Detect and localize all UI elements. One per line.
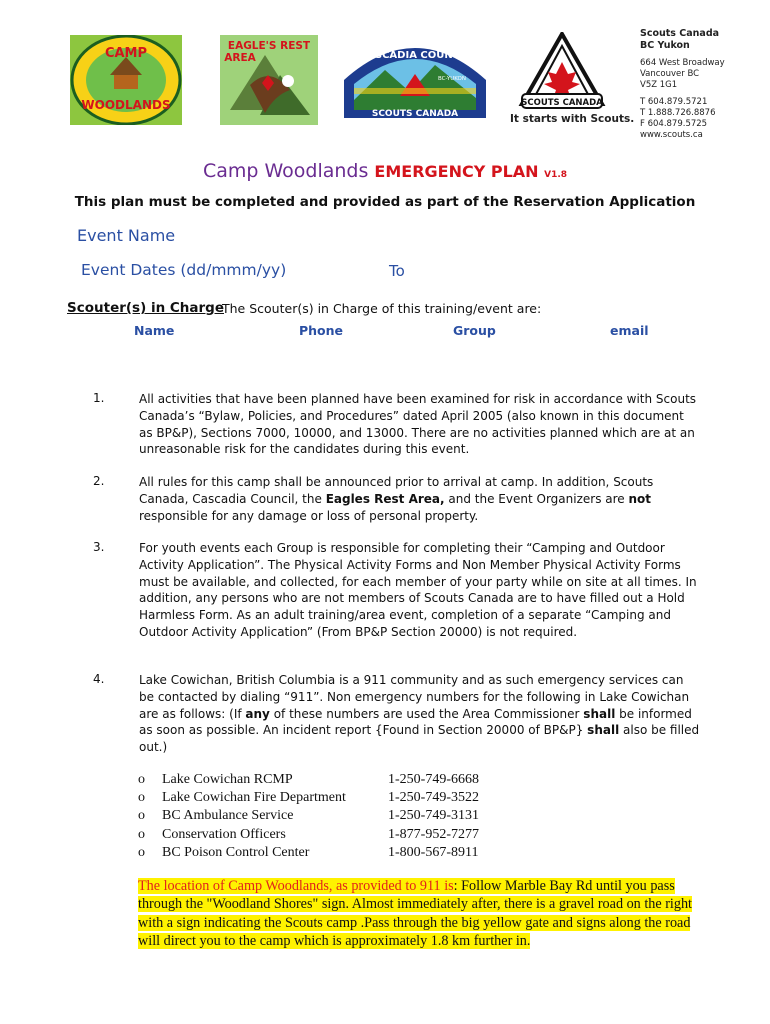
list-item (138, 789, 479, 807)
cascadia-arc-text: CASCADIA COUNCIL (359, 50, 471, 61)
title-camp-woodlands: Camp Woodlands (202, 160, 375, 182)
item-number: 4. (93, 672, 105, 686)
contact-name: BC Poison Control Center (162, 844, 310, 860)
item-text: For youth events each Group is responsible for completing their “Camping and Outdoor Activity Application”. The Physical Activity Forms and Non Member Physical Activity Forms must be available, and collected, for each member of your party while on site at all times. In addition, any persons who are not members of Scouts Canada are to have filled out a Hold Harmless Form. As an adult training/area event, completion of a separate “Camping and Outdoor Activity Application” (From BP&P Section 20000) is not required. (139, 541, 697, 639)
list-item (138, 826, 479, 844)
contact-name: Conservation Officers (162, 826, 286, 842)
eagles-logo-line2: AREA (224, 52, 256, 64)
event-name-label: Event Name (77, 226, 176, 245)
scouter-in-charge-label: Scouter(s) in Charge (67, 300, 224, 316)
event-dates-label: Event Dates (dd/mmm/yy) (81, 261, 287, 279)
title-version: V1.8 (544, 170, 568, 180)
telephone: T 604.879.5721 (640, 97, 708, 107)
page-subtitle: This plan must be completed and provided as part of the Reservation Application (74, 194, 696, 210)
scouts-canada-logo (512, 32, 612, 122)
bullet: o (138, 844, 145, 860)
location-lead: The location of Camp Woodlands, as provided to 911 is (138, 878, 454, 894)
location-directions-text: : Follow Marble Bay Rd until you pass through the "Woodland Shores" sign. Almost immediately after, there is a gravel road on the right with a sign indicating the Scouts camp .Pass through the big yellow gate and signs along the road will direct you to the camp which is approximately 1.8 km further in. (138, 878, 692, 950)
address-line: V5Z 1G1 (640, 80, 678, 90)
cascadia-council-logo (340, 30, 490, 122)
eagles-logo-line1: EAGLE'S REST (227, 40, 311, 52)
column-header-name: Name (134, 323, 175, 338)
scouter-in-charge-text: The Scouter(s) in Charge of this training/event are: (222, 301, 542, 316)
bullet: o (138, 772, 145, 787)
scouts-tagline: It starts with Scouts. (510, 113, 635, 125)
contact-name: BC Ambulance Service (162, 808, 294, 824)
item-text: All activities that have been planned have been examined for risk in accordance with Scouts Canada’s “Bylaw, Policies, and Procedures” dated April 2005 (also known in this document as BP&P), Sections 7000, 10000, and 13000. There are no activities planned which are at an unreasonable risk for the candidates during this event. (139, 392, 697, 457)
list-item (138, 771, 479, 789)
camp-location-directions (138, 877, 698, 951)
eagles-rest-logo (220, 35, 318, 125)
contact-phone: 1-250-749-3522 (388, 790, 479, 806)
address-line: Vancouver BC (640, 69, 700, 79)
item-number: 2. (93, 474, 105, 488)
cascadia-sub-text: BC-YUKON (438, 76, 466, 82)
item-number: 1. (93, 391, 105, 405)
fax: F 604.879.5725 (640, 119, 708, 129)
contact-phone: 1-250-749-3131 (388, 808, 479, 824)
woodlands-logo-bottom-text: WOODLANDS (81, 98, 171, 112)
item-text: Lake Cowichan, British Columbia is a 911 community and as such emergency services can be contacted by dialing “911”. Non emergency numbers for the following in Lake Cowichan are as follows: (If any of these numbers are used the Area Commissioner shall be informed as soon as possible. An incident report {Found in Section 20000 of BP&P} shall also be filled out.) (139, 673, 700, 755)
org-name: Scouts Canada (640, 28, 720, 39)
toll-free: T 1.888.726.8876 (640, 108, 716, 118)
contact-phone: 1-800-567-8911 (388, 844, 479, 860)
contact-phone: 1-250-749-6668 (388, 772, 479, 787)
contact-block (640, 28, 766, 141)
item-text: All rules for this camp shall be announced prior to arrival at camp. In addition, Scouts Canada, Cascadia Council, the Eagles Rest Area, and the Event Organizers are not responsible for any damage or loss of personal property. (139, 475, 654, 523)
camp-woodlands-logo (70, 35, 182, 125)
scouts-banner-text: SCOUTS CANADA (521, 98, 603, 108)
emergency-contacts-list (138, 771, 479, 862)
column-header-email: email (610, 323, 649, 338)
page-title (0, 160, 770, 182)
bullet: o (138, 808, 145, 824)
title-emergency-plan: EMERGENCY PLAN (374, 162, 545, 181)
list-item (138, 844, 479, 862)
contact-name: Lake Cowichan RCMP (162, 772, 293, 787)
website: www.scouts.ca (640, 130, 703, 140)
cascadia-banner-text: SCOUTS CANADA (371, 109, 459, 119)
column-header-group: Group (453, 323, 496, 338)
address-line: 664 West Broadway (640, 58, 725, 68)
bullet: o (138, 826, 145, 842)
org-region: BC Yukon (640, 40, 690, 51)
bullet: o (138, 790, 145, 806)
item-number: 3. (93, 540, 105, 554)
list-item (138, 807, 479, 825)
to-label: To (389, 262, 405, 280)
column-header-phone: Phone (299, 323, 344, 338)
contact-name: Lake Cowichan Fire Department (162, 790, 346, 806)
woodlands-logo-top-text: CAMP (104, 46, 148, 61)
contact-phone: 1-877-952-7277 (388, 826, 479, 842)
